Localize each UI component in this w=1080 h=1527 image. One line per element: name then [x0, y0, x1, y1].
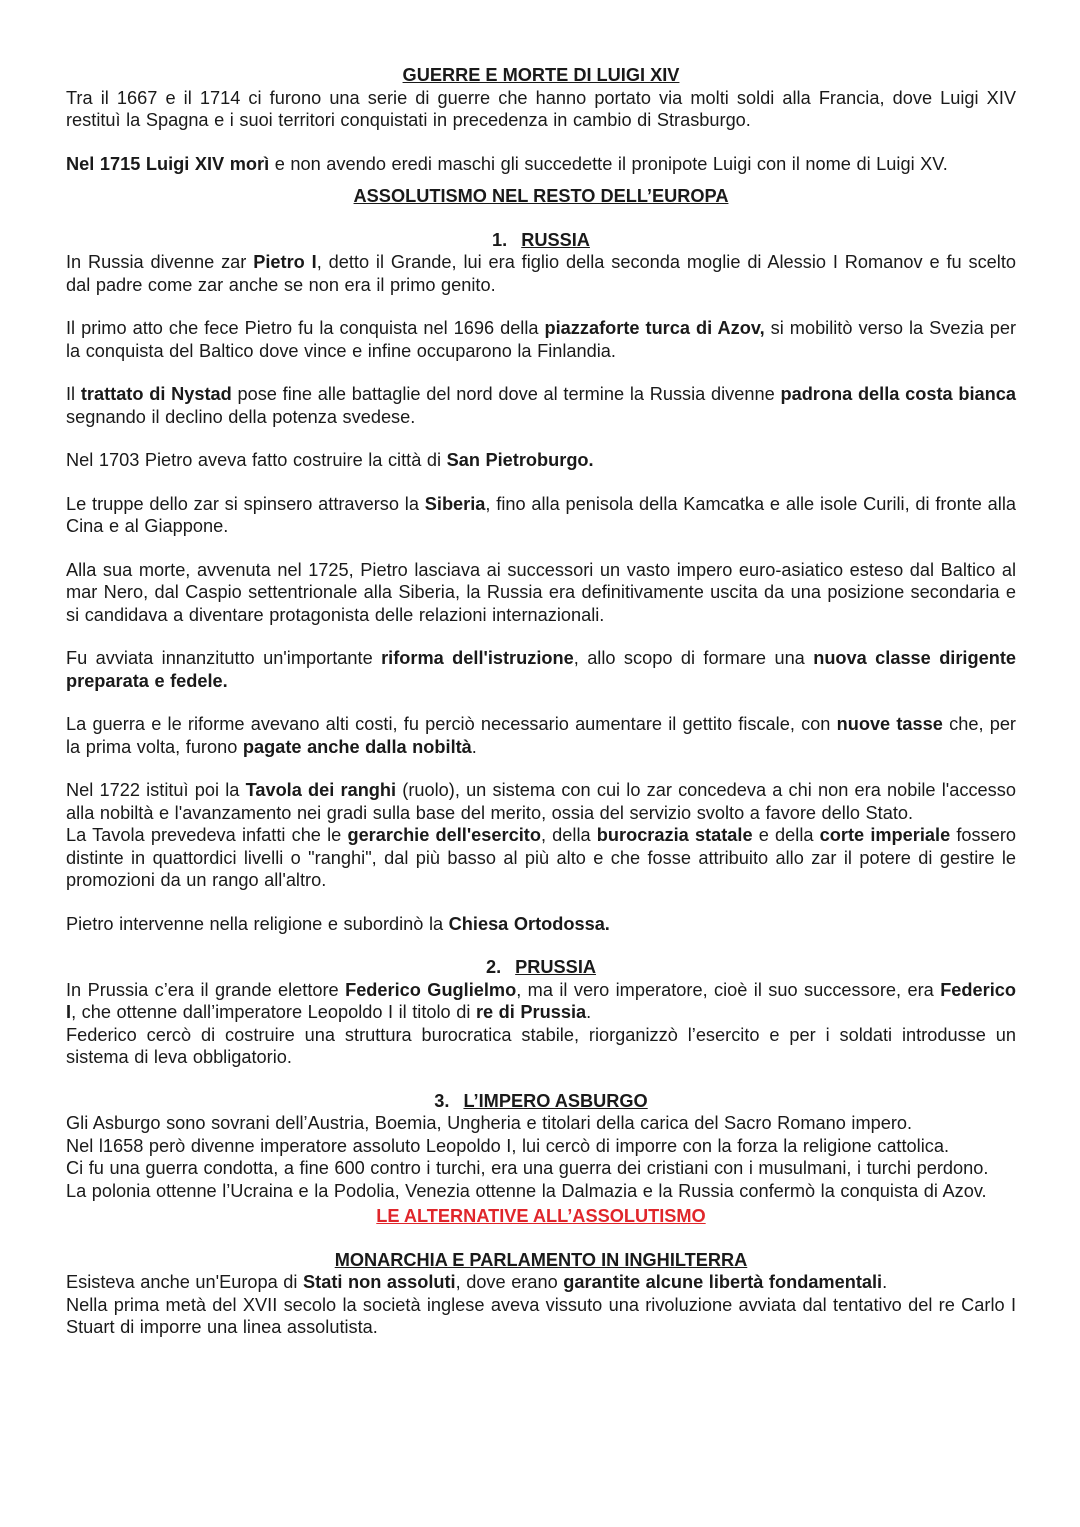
paragraph-russia-8: La guerra e le riforme avevano alti costi, fu perciò necessario aumentare il gettito fiscale, con nuove tasse che, per la prima volta, furono pagate anche dalla nobiltà. [66, 714, 1016, 757]
paragraph-russia-4: Nel 1703 Pietro aveva fatto costruire la città di San Pietroburgo. [66, 450, 594, 470]
heading-assolutismo-europa: ASSOLUTISMO NEL RESTO DELL’EUROPA [353, 186, 729, 206]
paragraph-asburgo-3: Ci fu una guerra condotta, a fine 600 contro i turchi, era una guerra dei cristiani con i musulmani, i turchi perdono. [66, 1158, 989, 1178]
paragraph-russia-3: Il trattato di Nystad pose fine alle battaglie del nord dove al termine la Russia divenne padrona della costa bianca segnando il declino della potenza svedese. [66, 384, 1016, 427]
paragraph-inghilterra-1: Esisteva anche un'Europa di Stati non assoluti, dove erano garantite alcune libertà fondamentali. [66, 1272, 888, 1292]
paragraph-asburgo-4: La polonia ottenne l’Ucraina e la Podolia, Venezia ottenne la Dalmazia e la Russia confermò la conquista di Azov. [66, 1180, 987, 1201]
heading-alternative-assolutismo: LE ALTERNATIVE ALL’ASSOLUTISMO [376, 1206, 706, 1226]
paragraph-russia-6: Alla sua morte, avvenuta nel 1725, Pietro lasciava ai successori un vasto impero euro-asiatico esteso dal Baltico al mar Nero, dal Caspio settentrionale alla Siberia, la Russia era definitivamente uscita da una posizione secondaria e si candidava a diventare protagonista delle relazioni internazionali. [66, 559, 1016, 625]
paragraph-morte-luigi-xiv: Nel 1715 Luigi XIV morì e non avendo eredi maschi gli succedette il pronipote Luigi con il nome di Luigi XV. [66, 153, 948, 174]
heading-impero-asburgo: 3. L’IMPERO ASBURGO [434, 1090, 648, 1111]
paragraph-russia-5: Le truppe dello zar si spinsero attraverso la Siberia, fino alla penisola della Kamcatka e alle isole Curili, di fronte alla Cina e al Giappone. [66, 493, 1016, 536]
heading-prussia: 2. PRUSSIA [485, 957, 597, 977]
paragraph-prussia-2: Federico cercò di costruire una struttura burocratica stabile, riorganizzò l’esercito e per i soldati introdusse un sistema di leva obbligatorio. [66, 1024, 1016, 1067]
paragraph-russia-1: In Russia divenne zar Pietro I, detto il Grande, lui era figlio della seconda moglie di Alessio I Romanov e fu scelto dal padre come zar anche se non era il primo genito. [66, 252, 1016, 295]
paragraph-inghilterra-2: Nella prima metà del XVII secolo la società inglese aveva vissuto una rivoluzione avviata dal tentativo del re Carlo I Stuart di imporre una linea assolutista. [66, 1294, 1016, 1337]
paragraph-russia-2: Il primo atto che fece Pietro fu la conquista nel 1696 della piazzaforte turca di Azov, si mobilitò verso la Svezia per la conquista del Baltico dove vince e infine occuparono la Finlandia. [66, 318, 1016, 361]
document-page [66, 64, 1016, 1339]
heading-russia: 1. RUSSIA [492, 229, 590, 250]
paragraph-asburgo-1: Gli Asburgo sono sovrani dell’Austria, Boemia, Ungheria e titolari della carica del Sacro Romano impero. [66, 1113, 913, 1133]
paragraph-russia-9: Nel 1722 istituì poi la Tavola dei ranghi (ruolo), un sistema con cui lo zar concedeva a chi non era nobile l'accesso alla nobiltà e l'avanzamento nei gradi sulla base del merito, ossia del servizio svolto a favore dello Stato. [66, 780, 1016, 823]
heading-monarchia-parlamento: MONARCHIA E PARLAMENTO IN INGHILTERRA [334, 1249, 748, 1270]
paragraph-asburgo-2: Nel l1658 però divenne imperatore assoluto Leopoldo I, lui cercò di imporre con la forza la religione cattolica. [66, 1135, 950, 1156]
heading-guerre-morte-luigi-xiv: GUERRE E MORTE DI LUIGI XIV [402, 65, 680, 85]
paragraph-russia-7: Fu avviata innanzitutto un'importante riforma dell'istruzione, allo scopo di formare una nuova classe dirigente preparata e fedele. [66, 648, 1016, 691]
paragraph-guerre: Tra il 1667 e il 1714 ci furono una serie di guerre che hanno portato via molti soldi alla Francia, dove Luigi XIV restituì la Spagna e i suoi territori conquistati in precedenza in cambio di Strasburgo. [66, 87, 1016, 130]
paragraph-prussia-1: In Prussia c’era il grande elettore Federico Guglielmo, ma il vero imperatore, cioè il suo successore, era Federico I, che ottenne dall’imperatore Leopoldo I il titolo di re di Prussia. [66, 979, 1016, 1022]
paragraph-russia-10: La Tavola prevedeva infatti che le gerarchie dell'esercito, della burocrazia statale e della corte imperiale fossero distinte in quattordici livelli o "ranghi", dal più basso al più alto e che fosse attribuito allo zar il potere di gestire le promozioni da un rango all'altro. [66, 825, 1017, 890]
paragraph-russia-11: Pietro intervenne nella religione e subordinò la Chiesa Ortodossa. [66, 913, 610, 934]
